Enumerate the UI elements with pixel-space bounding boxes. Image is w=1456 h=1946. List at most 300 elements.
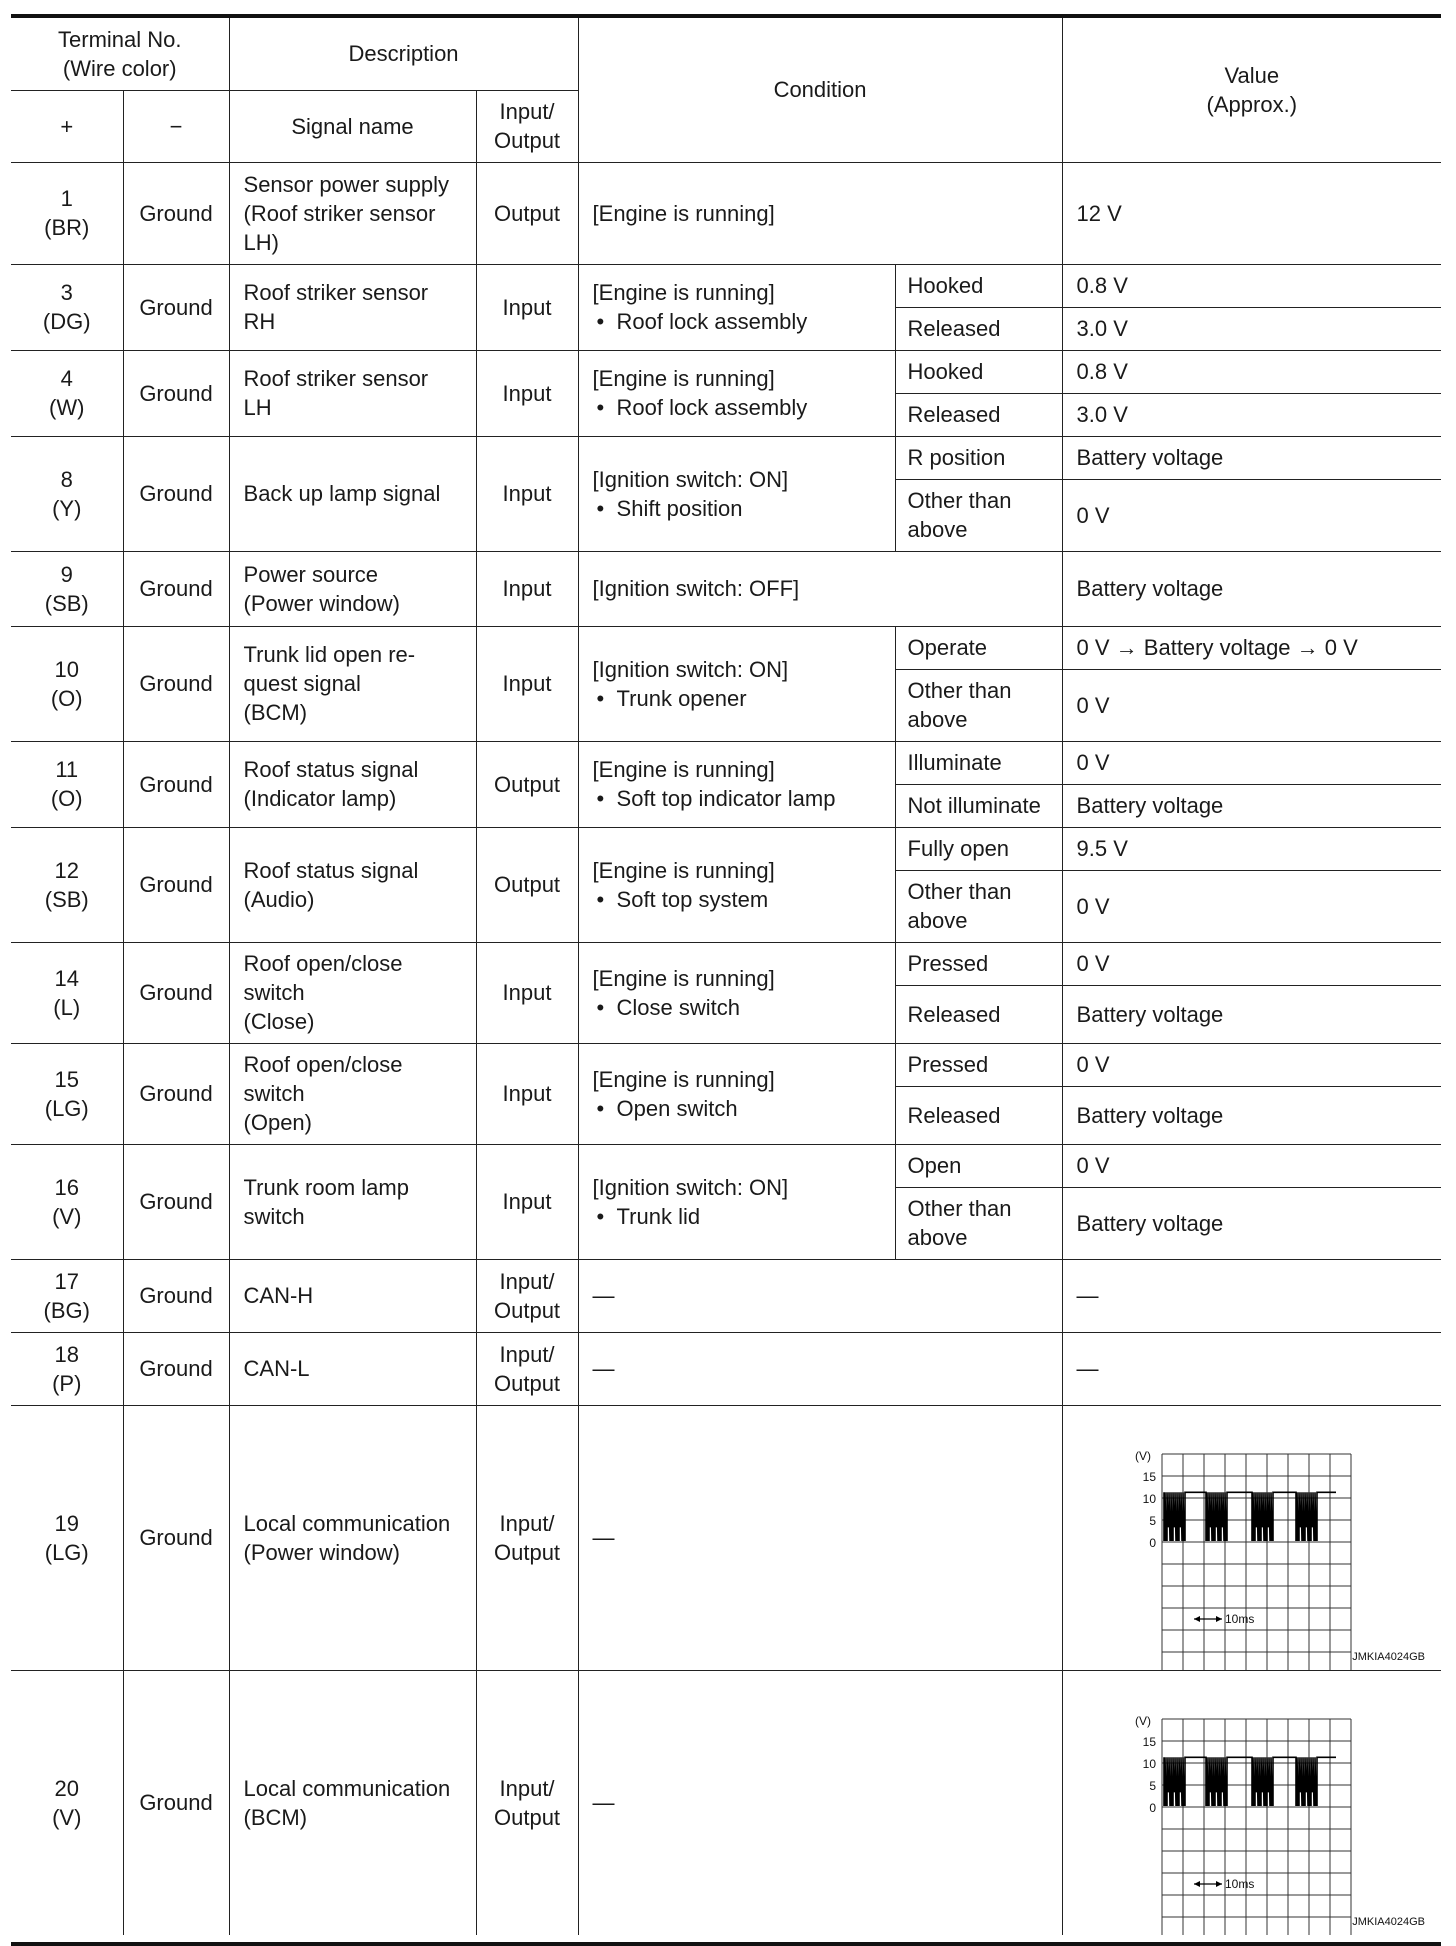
waveform-y-tick: 10 [1142,1756,1156,1771]
condition-cell [578,942,895,1043]
condition-state: [Ignition switch: ON] [592,656,789,682]
text-line: above [907,517,968,542]
value-text: 0 V [1076,1052,1110,1077]
text-line: (Power window) [243,1539,401,1565]
sub-condition-cell [895,1144,1062,1187]
wire-color: (O) [50,685,83,711]
input-output-cell [476,1670,578,1935]
header-description: Description [229,18,578,90]
table-row [11,264,1441,307]
input-output-cell [476,551,578,626]
sub-condition-cell [895,669,1062,741]
condition-cell [578,827,895,942]
ground-cell [123,942,229,1043]
condition-cell [578,1670,1062,1935]
signal-name-cell [229,626,476,741]
condition-cell [578,436,895,551]
value-cell [1062,551,1441,626]
ground-cell [123,264,229,350]
value-cell [1062,741,1441,784]
ground-label: Ground [139,980,213,1005]
condition-state: [Ignition switch: OFF] [592,576,800,601]
table-row [11,350,1441,393]
value-text: Battery voltage [1076,793,1224,818]
condition-state: [Ignition switch: ON] [592,1174,789,1200]
wire-color: (BG) [43,1297,90,1323]
text-line: Not illuminate [907,793,1041,818]
condition-cell [578,350,895,436]
waveform-trace [1164,1492,1336,1540]
value-text: 3.0 V [1076,316,1128,341]
text-line: switch [243,980,305,1005]
wire-color: (V) [52,1203,82,1229]
input-output-cell [476,264,578,350]
figure-id: JMKIA4024GB [1351,1915,1425,1928]
value-cell [1062,307,1441,350]
text-line: (BCM) [243,700,308,725]
value-text: 9.5 V [1076,836,1128,861]
waveform-unit: (V) [1134,1713,1151,1728]
ground-label: Ground [139,380,213,406]
table-row [11,827,1441,870]
text-line: quest signal [243,671,361,696]
sub-condition-cell [895,985,1062,1043]
terminal-number: 15 [54,1066,79,1092]
wire-color: (W) [49,395,85,420]
text-line: Open [907,1153,962,1178]
sub-condition-cell [895,436,1062,479]
ground-cell [123,162,229,264]
text-line: Local communication [243,1775,451,1801]
terminal-cell [11,350,123,436]
text-line: Roof open/close [243,951,403,976]
terminal-table-body [11,162,1441,1935]
text-line: (Open) [243,1110,312,1135]
waveform-figure [1063,1406,1441,1670]
ground-label: Ground [139,576,213,601]
signal-name-cell [229,1259,476,1332]
table-row [11,1332,1441,1405]
table-row [11,1043,1441,1086]
input-output-cell [476,942,578,1043]
text-line: Roof striker sensor [243,280,429,305]
condition-item: • Roof lock assembly [593,393,895,422]
sub-condition-cell [895,942,1062,985]
ground-cell [123,1405,229,1670]
text-line: (BCM) [243,1804,308,1830]
value-cell [1062,1043,1441,1086]
input-output-cell [476,436,578,551]
ground-cell [123,1144,229,1259]
waveform-y-tick: 0 [1148,1800,1156,1815]
text-line: Illuminate [907,750,1002,775]
waveform-grid [1162,1719,1351,1935]
text-line: Hooked [907,273,984,298]
signal-name-cell [229,827,476,942]
header-minus: − [123,90,229,162]
text-line: (Indicator lamp) [243,786,397,811]
text-line: Input/ [499,1268,555,1294]
sub-condition-cell [895,626,1062,669]
text-line: Input [502,294,552,320]
text-line: Output [494,872,561,897]
sub-condition-cell [895,827,1062,870]
value-cell [1062,1144,1441,1187]
waveform-y-tick: 15 [1142,1469,1156,1484]
table-row [11,1405,1441,1670]
header-value: Value (Approx.) [1062,18,1441,162]
condition-state: — [592,1356,615,1381]
header-plus: + [11,90,123,162]
table-row [11,551,1441,626]
value-cell [1062,784,1441,827]
wire-color: (O) [50,786,83,811]
text-line: Local communication [243,1510,451,1536]
value-cell [1062,1332,1441,1405]
terminal-number: 11 [55,757,79,782]
wire-color: (BR) [44,215,90,240]
header-terminal-no: Terminal No. (Wire color) [11,18,229,90]
value-cell [1062,350,1441,393]
value-text: Battery voltage [1076,445,1224,470]
terminal-number: 8 [60,466,73,492]
ground-cell [123,1043,229,1144]
time-scale-label: 10ms [1224,1876,1254,1891]
condition-cell [578,741,895,827]
ground-label: Ground [139,1790,213,1816]
waveform-grid [1162,1454,1351,1670]
value-cell [1062,626,1441,669]
input-output-cell [476,350,578,436]
text-line: Released [907,402,1001,427]
condition-state: — [592,1525,615,1550]
terminal-number: 20 [54,1775,79,1801]
ground-cell [123,1670,229,1935]
terminal-cell [11,551,123,626]
text-line: (Audio) [243,886,315,912]
time-scale-label: 10ms [1224,1611,1254,1626]
ground-cell [123,350,229,436]
input-output-cell [476,1043,578,1144]
condition-state: [Engine is running] [592,757,775,782]
text-line: Sensor power supply [243,171,449,197]
ground-label: Ground [139,200,213,226]
signal-name-cell [229,436,476,551]
input-output-cell [476,1259,578,1332]
text-line: above [907,707,968,732]
waveform-y-tick: 5 [1148,1513,1156,1528]
text-line: CAN-H [243,1283,314,1308]
terminal-cell [11,264,123,350]
value-text: Battery voltage [1076,576,1224,601]
terminal-cell [11,162,123,264]
text-line: Input [502,980,552,1005]
wire-color: (V) [52,1804,82,1830]
condition-cell [578,1144,895,1259]
text-line: Other than [907,1196,1012,1221]
value-cell [1062,1086,1441,1144]
terminal-cell [11,436,123,551]
text-line: Input [502,380,552,406]
terminal-cell [11,1405,123,1670]
value-text: 12 V [1076,200,1122,226]
sub-condition-cell [895,784,1062,827]
text-line: Output [494,1539,561,1565]
terminal-number: 18 [54,1341,79,1367]
ground-label: Ground [139,294,213,320]
text-line: Other than [907,488,1012,513]
sub-condition-cell [895,393,1062,436]
wire-color: (LG) [44,1095,89,1121]
ground-cell [123,1259,229,1332]
signal-name-cell [229,350,476,436]
value-text: 0.8 V [1076,359,1128,384]
text-line: Output [494,771,561,797]
value-text: Battery voltage [1076,1001,1224,1027]
value-text: 0 V [1076,692,1110,718]
value-cell [1062,669,1441,741]
text-line: Released [907,1001,1001,1027]
ground-label: Ground [139,771,213,797]
ground-label: Ground [139,1189,213,1214]
text-line: above [907,908,968,933]
value-cell [1062,942,1441,985]
terminal-cell [11,1259,123,1332]
terminal-cell [11,1043,123,1144]
terminal-number: 14 [54,965,79,991]
condition-state: [Engine is running] [592,366,775,391]
wire-color: (DG) [42,309,91,334]
text-line: Output [494,200,561,226]
condition-state: [Engine is running] [592,280,775,305]
sub-condition-cell [895,1043,1062,1086]
sub-condition-cell [895,1086,1062,1144]
condition-item: • Trunk lid [593,1202,895,1231]
condition-cell [578,162,1062,264]
text-line: LH) [243,229,279,255]
table-row [11,162,1441,264]
sub-condition-cell [895,870,1062,942]
waveform-y-tick: 15 [1142,1734,1156,1749]
terminal-number: 17 [54,1268,79,1294]
wire-color: (LG) [44,1539,89,1565]
text-line: Roof status signal [243,857,419,883]
text-line: Input/ [499,1775,555,1801]
header-input-output: Input/ Output [476,90,578,162]
ground-label: Ground [139,481,213,506]
text-line: Other than [907,879,1012,904]
waveform-y-tick: 0 [1148,1535,1156,1550]
input-output-cell [476,162,578,264]
text-line: Pressed [907,951,989,976]
waveform-unit: (V) [1134,1448,1151,1463]
condition-state: [Engine is running] [592,1066,775,1092]
terminal-number: 3 [60,280,73,305]
header-condition: Condition [578,18,1062,162]
terminal-number: 1 [60,186,73,211]
value-text: 0 V [1076,893,1110,919]
ground-cell [123,626,229,741]
text-line: Fully open [907,836,1010,861]
condition-cell [578,264,895,350]
condition-item: • Shift position [593,494,895,523]
sub-condition-cell [895,350,1062,393]
input-output-cell [476,827,578,942]
text-line: above [907,1225,968,1250]
terminal-table [11,18,1441,1935]
condition-state: [Engine is running] [592,965,775,991]
condition-item: • Open switch [593,1094,895,1123]
text-line: switch [243,1203,305,1229]
input-output-cell [476,1144,578,1259]
figure-id: JMKIA4024GB [1351,1650,1425,1663]
sub-condition-cell [895,307,1062,350]
text-line: Output [494,1370,561,1396]
value-text: 0 V [1076,502,1110,528]
signal-name-cell [229,741,476,827]
waveform-y-tick: 5 [1148,1778,1156,1793]
terminal-number: 12 [54,857,79,883]
ground-cell [123,741,229,827]
text-line: Pressed [907,1052,989,1077]
header-signal-name: Signal name [229,90,476,162]
condition-item: • Soft top indicator lamp [593,784,895,813]
waveform-cell [1062,1405,1441,1670]
condition-cell [578,626,895,741]
input-output-cell [476,626,578,741]
value-text: — [1076,1283,1099,1308]
terminal-cell [11,626,123,741]
condition-state: [Engine is running] [592,200,775,226]
text-line: RH [243,309,276,334]
value-text: 0 V [1076,951,1110,976]
value-cell [1062,1187,1441,1259]
ground-cell [123,436,229,551]
value-text: 0 V [1076,750,1110,775]
text-line: Hooked [907,359,984,384]
value-cell [1062,162,1441,264]
text-line: switch [243,1081,305,1106]
text-line: Input [502,1189,552,1214]
signal-name-cell [229,1043,476,1144]
condition-cell [578,551,1062,626]
value-text: — [1076,1356,1099,1381]
signal-name-cell [229,264,476,350]
value-cell [1062,1259,1441,1332]
table-row [11,1144,1441,1187]
text-line: Roof status signal [243,757,419,782]
value-text: 0.8 V [1076,273,1128,298]
text-line: Roof striker sensor [243,366,429,391]
text-line: (Roof striker sensor [243,200,436,226]
terminal-cell [11,1670,123,1935]
text-line: Output [494,1297,561,1323]
value-cell [1062,870,1441,942]
condition-state: [Engine is running] [592,857,775,883]
text-line: Trunk room lamp [243,1174,409,1200]
text-line: Input/ [499,1510,555,1536]
table-row [11,741,1441,784]
value-cell [1062,393,1441,436]
table-row [11,1670,1441,1935]
terminal-cell [11,1144,123,1259]
signal-name-cell [229,162,476,264]
terminal-cell [11,942,123,1043]
input-output-cell [476,1332,578,1405]
condition-cell [578,1332,1062,1405]
input-output-cell [476,741,578,827]
table-row [11,1259,1441,1332]
text-line: (Close) [243,1009,315,1034]
waveform-cell [1062,1670,1441,1935]
signal-name-cell [229,1144,476,1259]
wire-color: (Y) [52,495,82,521]
condition-item: • Soft top system [593,885,895,914]
waveform-y-tick: 10 [1142,1491,1156,1506]
ground-label: Ground [139,1356,213,1381]
signal-name-cell [229,1332,476,1405]
condition-cell [578,1043,895,1144]
wire-color: (L) [53,994,81,1020]
terminal-cell [11,741,123,827]
signal-name-cell [229,1405,476,1670]
text-line: Input/ [499,1341,555,1367]
value-text: Battery voltage [1076,1102,1224,1128]
text-line: Input [502,481,552,506]
value-cell [1062,985,1441,1043]
table-row [11,626,1441,669]
condition-item: • Roof lock assembly [593,307,895,336]
text-line: R position [907,445,1006,470]
value-cell [1062,264,1441,307]
table-row [11,436,1441,479]
terminal-number: 4 [60,366,73,391]
ground-label: Ground [139,671,213,696]
condition-state: [Ignition switch: ON] [592,466,789,492]
ground-label: Ground [139,872,213,897]
text-line: (Power window) [243,590,401,616]
text-line: LH [243,395,272,420]
sub-condition-cell [895,264,1062,307]
text-line: Input [502,1081,552,1106]
terminal-number: 19 [54,1510,79,1536]
text-line: Back up lamp signal [243,481,441,506]
text-line: Power source [243,561,379,587]
value-cell [1062,436,1441,479]
signal-name-cell [229,942,476,1043]
value-text: 0 V → Battery voltage → 0 V [1076,635,1358,660]
value-cell [1062,827,1441,870]
value-text: Battery voltage [1076,1210,1224,1236]
value-text: 0 V [1076,1153,1110,1178]
sub-condition-cell [895,1187,1062,1259]
text-line: Input [502,671,552,696]
value-text: 3.0 V [1076,402,1128,427]
condition-cell [578,1405,1062,1670]
text-line: Output [494,1804,561,1830]
table-row [11,942,1441,985]
ground-cell [123,551,229,626]
wire-color: (P) [52,1370,82,1396]
wire-color: (SB) [44,590,89,616]
bottom-rule [11,1942,1441,1946]
signal-name-cell [229,551,476,626]
terminal-number: 9 [60,561,73,587]
ground-cell [123,827,229,942]
value-cell [1062,479,1441,551]
text-line: Trunk lid open re- [243,642,416,667]
ground-label: Ground [139,1081,213,1106]
